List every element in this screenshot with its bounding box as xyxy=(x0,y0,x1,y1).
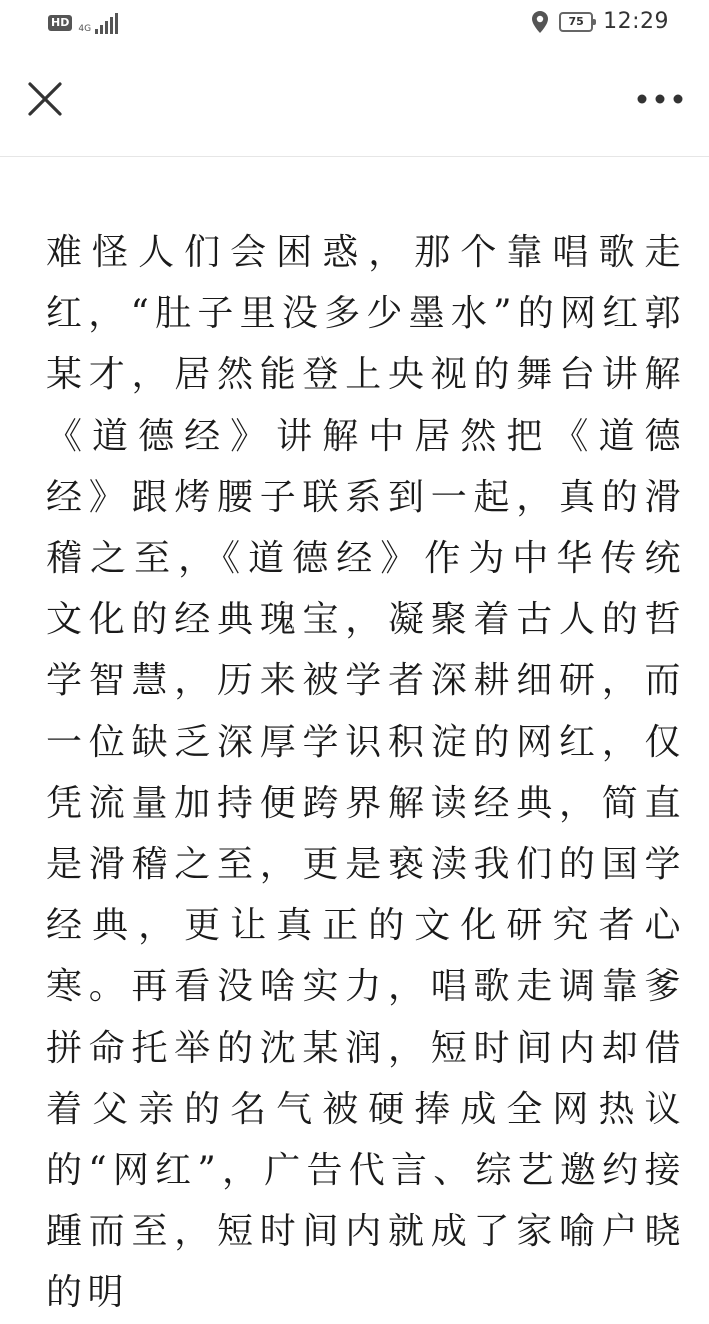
close-button[interactable] xyxy=(22,76,68,122)
status-left xyxy=(48,12,118,34)
status-right xyxy=(531,9,669,34)
article-body: 难怪人们会困惑，那个靠唱歌走红，“肚子里没多少墨水”的网红郭某才，居然能登上央视的舞台讲解《道德经》讲解中居然把《道德经》跟烤腰子联系到一起，真的滑稽之至，《道德经》作为中华传统文化的经典瑰宝，凝聚着古人的哲学智慧，历来被学者深耕细研，而一位缺乏深厚学识积淀的网红，仅凭流量加持便跨界解读经典，简直是滑稽之至，更是亵渎我们的国学经典，更让真正的文化研究者心寒。再看没啥实力，唱歌走调靠爹拼命托举的沈某润，短时间内却借着父亲的名气被硬捧成全网热议的“网红”，广告代言、综艺邀约接踵而至，短时间内就成了家喻户晓的明 xyxy=(46,232,686,1314)
battery-icon xyxy=(559,12,593,32)
more-options-button[interactable] xyxy=(633,84,687,114)
clock: 12:29 xyxy=(603,9,669,34)
close-icon xyxy=(22,76,68,122)
hd-badge: HD xyxy=(48,15,72,31)
location-icon xyxy=(531,10,549,34)
network-type: 4G xyxy=(78,24,92,34)
top-navigation-bar xyxy=(0,50,709,157)
more-icon xyxy=(633,84,687,114)
signal-icon xyxy=(78,12,118,34)
status-bar xyxy=(0,0,709,50)
battery-level: 75 xyxy=(568,14,584,28)
